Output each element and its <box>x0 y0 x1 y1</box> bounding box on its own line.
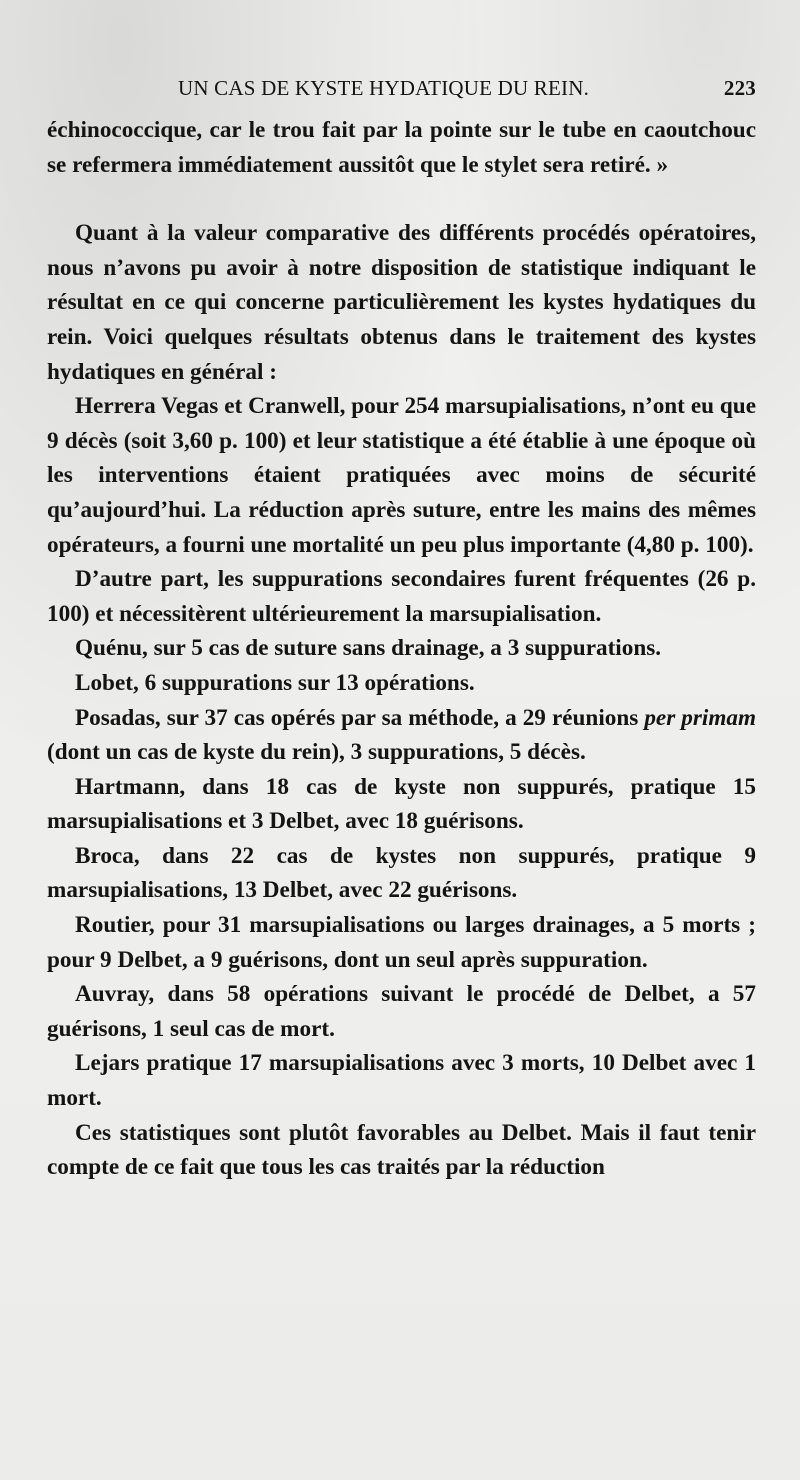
paragraph-hartmann: Hartmann, dans 18 cas de kyste non suppurés, pratique 15 marsupialisations et 3 Delbet, avec 18 guérisons. <box>47 773 756 835</box>
paragraph-secondary-suppurations: D’autre part, les suppurations secondaires furent fréquentes (26 p. 100) et nécessitèrent ultérieurement la marsupialisation. <box>47 566 756 627</box>
running-title: UN CAS DE KYSTE HYDATIQUE DU REIN. <box>178 76 590 100</box>
paragraph-auvray: Auvray, dans 58 opérations suivant le procédé de Delbet, a 57 guérisons, 1 seul cas de mort. <box>47 981 756 1042</box>
posadas-text-end: (dont un cas de kyste du rein), 3 suppurations, 5 décès. <box>47 739 586 766</box>
posadas-text-start: Posadas, sur 37 cas opérés par sa méthode, a 29 réunions <box>75 704 645 731</box>
paragraph-herrera-vegas: Herrera Vegas et Cranwell, pour 254 marsupialisations, n’ont eu que 9 décès (soit 3,60 p. 100) et leur statistique a été établie à une époque où les interventions étaient pratiquées avec moins de sécurité qu’aujourd’hui. La réduction après suture, entre les mains des mêmes opérateurs, a fourni une mortalité un peu plus importante (4,80 p. 100). <box>47 393 756 558</box>
paragraph-lejars: Lejars pratique 17 marsupialisations avec 3 morts, 10 Delbet avec 1 mort. <box>47 1050 756 1112</box>
body-text <box>47 113 756 1185</box>
paragraph-posadas <box>47 701 756 770</box>
paragraph-continuation: échinococcique, car le trou fait par la pointe sur le tube en caoutchouc se refermera immédiatement aussitôt que le stylet sera retiré. » <box>47 117 756 178</box>
paragraph-broca: Broca, dans 22 cas de kystes non suppurés, pratique 9 marsupialisations, 13 Delbet, avec 22 guérisons. <box>47 842 756 904</box>
paragraph-lobet: Lobet, 6 suppurations sur 13 opérations. <box>75 669 475 696</box>
page-number: 223 <box>723 76 756 100</box>
running-head <box>48 72 756 106</box>
latin-phrase: per primam <box>644 704 757 731</box>
paragraph-routier: Routier, pour 31 marsupialisations ou larges drainages, a 5 morts ; pour 9 Delbet, a 9 guérisons, dont un seul après suppuration. <box>47 912 756 973</box>
paragraph-quenu: Quénu, sur 5 cas de suture sans drainage, a 3 suppurations. <box>75 635 662 662</box>
paragraph-conclusion: Ces statistiques sont plutôt favorables au Delbet. Mais il faut tenir compte de ce fait que tous les cas traités par la réduction <box>47 1119 756 1181</box>
paragraph-comparative-value: Quant à la valeur comparative des différents procédés opératoires, nous n’avons pu avoir à notre disposition de statistique indiquant le résultat en ce qui concerne particulièrement les kystes hydatiques du rein. Voici quelques résultats obtenus dans le traitement des kystes hydatiques en général : <box>47 220 756 385</box>
